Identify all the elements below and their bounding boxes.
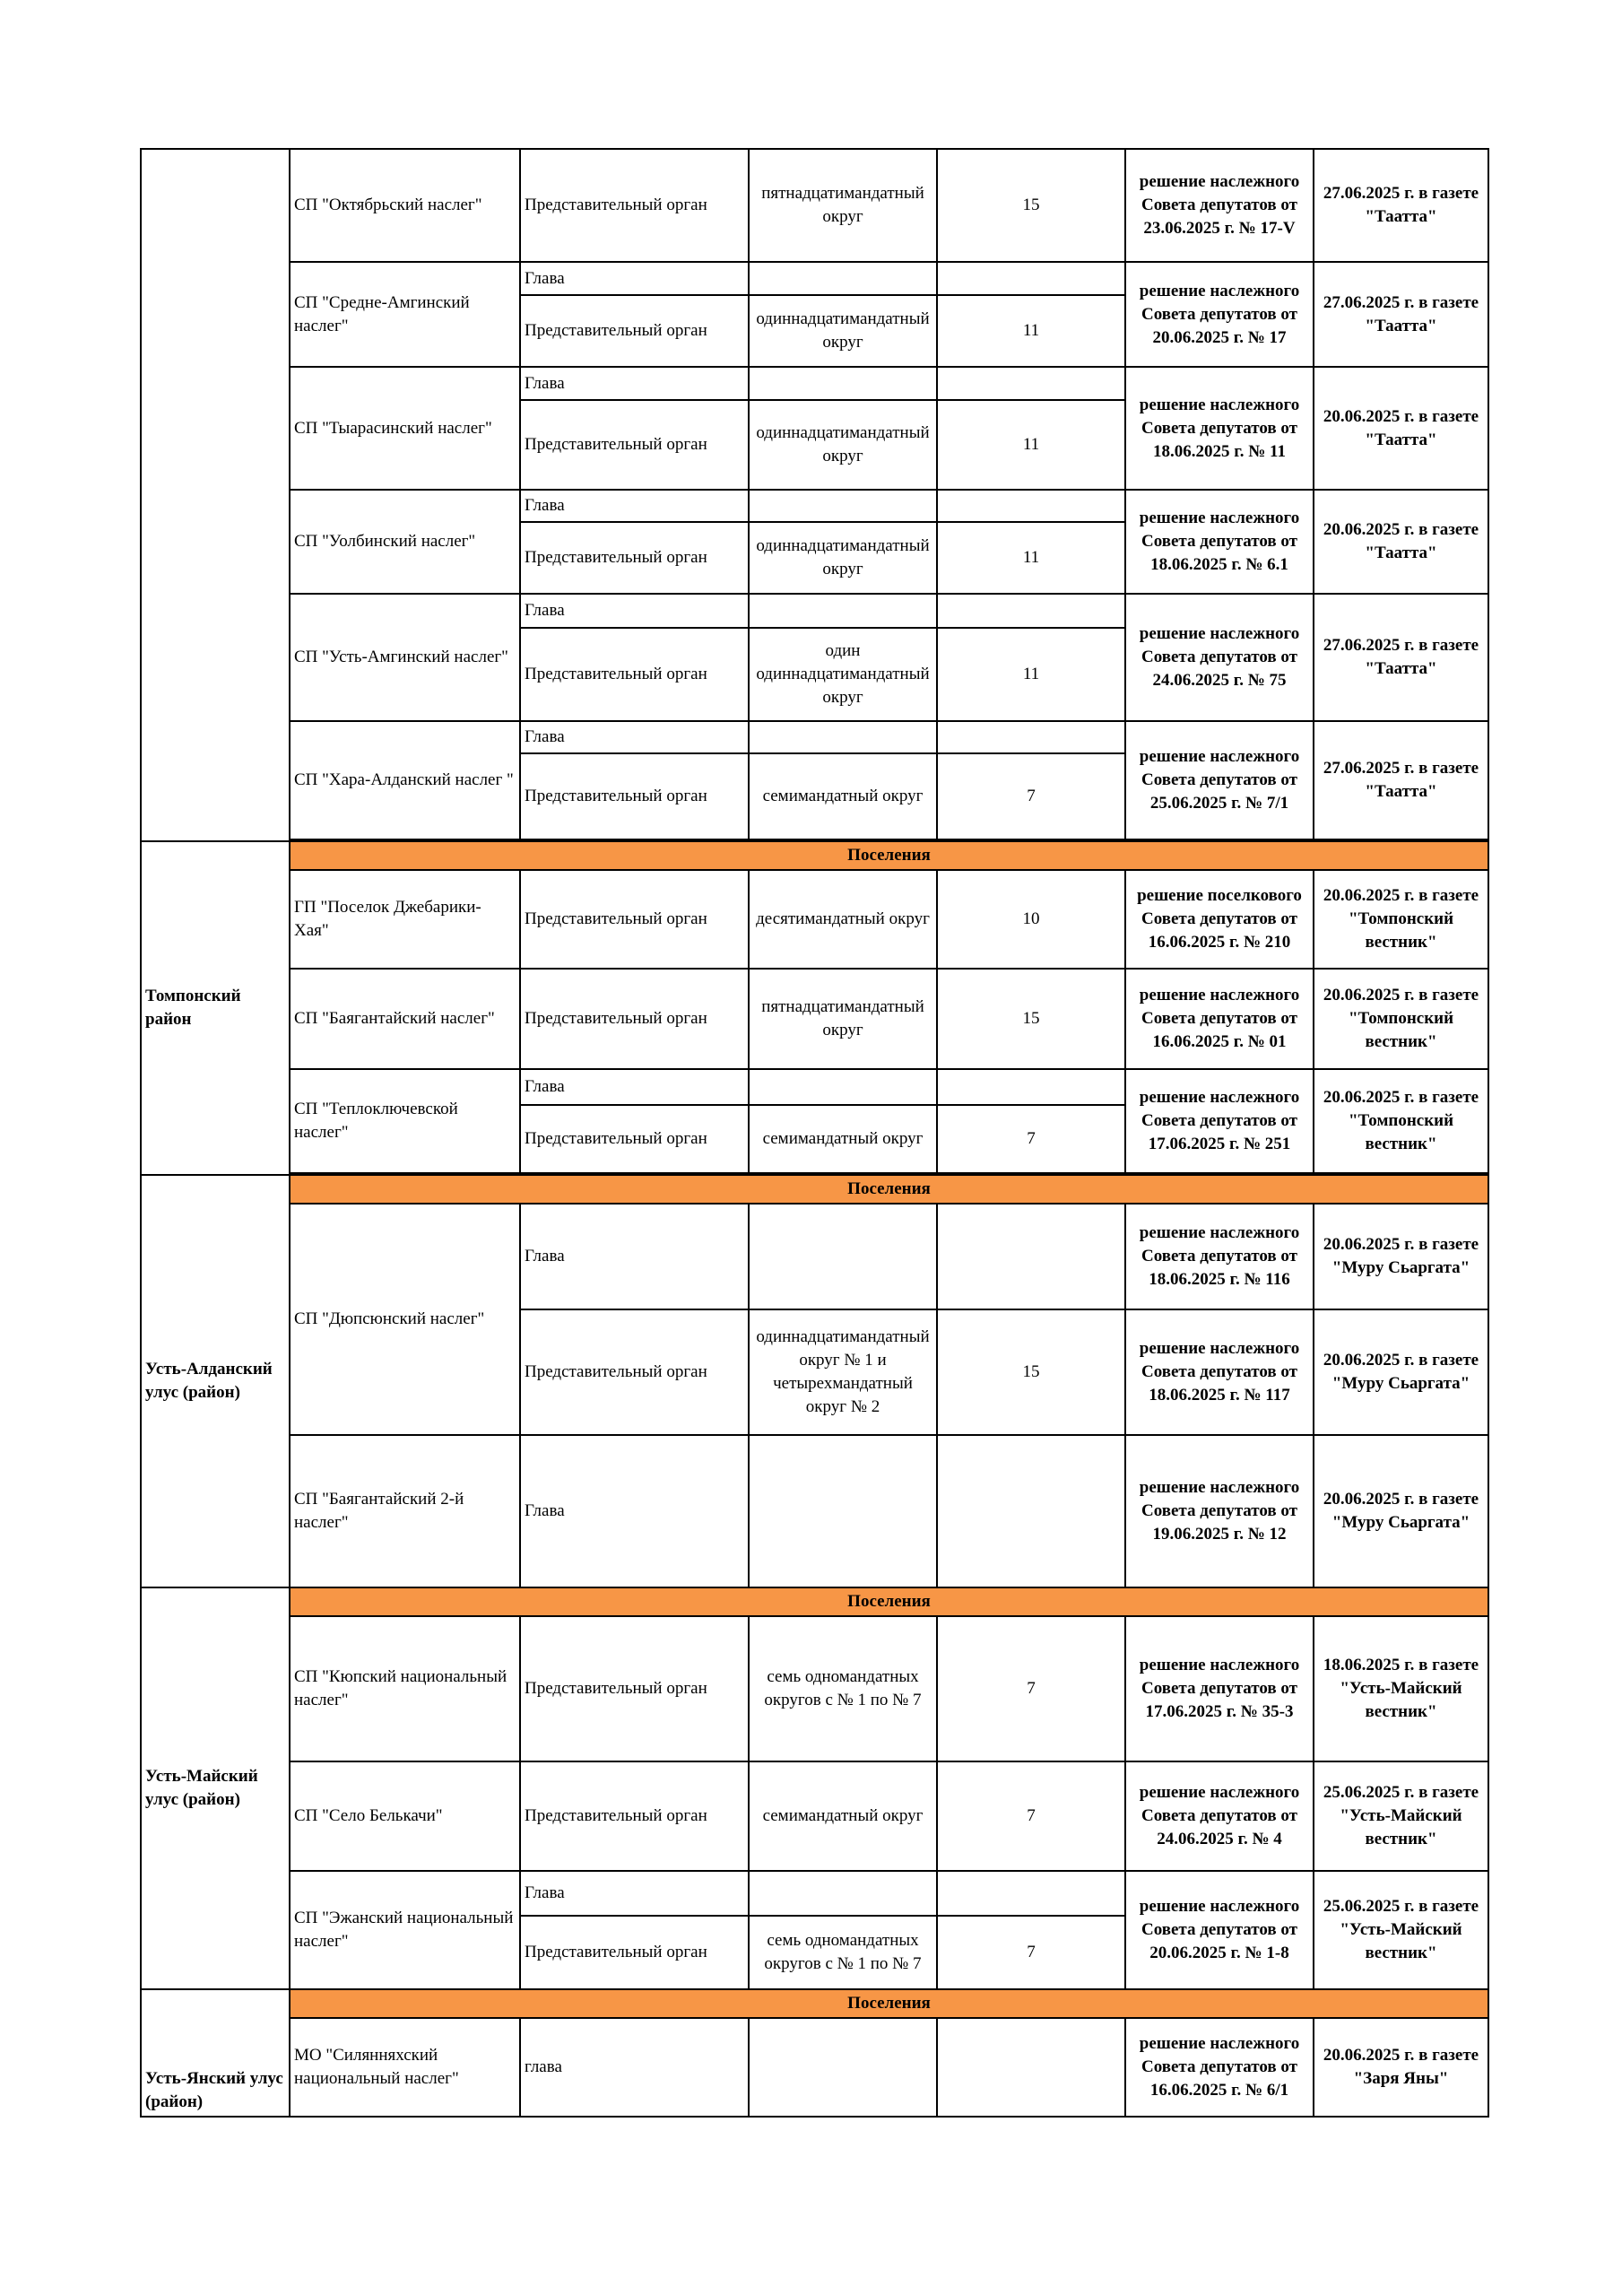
table-row [141, 2018, 1488, 2117]
table-row [141, 1871, 1488, 1916]
mandate-count: 11 [937, 628, 1125, 721]
table-row [141, 969, 1488, 1069]
body-type: Глава [520, 1204, 749, 1309]
table-row [141, 1616, 1488, 1761]
region-cell: Усть-Алданский улус (район) [141, 1175, 290, 1587]
district-type: один одиннадцатимандатный округ [749, 628, 937, 721]
decision-text: решение наслежного Совета депутатов от 20.06.2025 г. № 17 [1125, 262, 1314, 367]
table-row [141, 841, 1488, 870]
publication-text: 27.06.2025 г. в газете "Таатта" [1314, 721, 1488, 839]
publication-text: 27.06.2025 г. в газете "Таатта" [1314, 262, 1488, 367]
body-type: Представительный орган [520, 969, 749, 1069]
district-type: одиннадцатимандатный округ [749, 522, 937, 594]
table-row [141, 1989, 1488, 2018]
district-type: семимандатный округ [749, 1105, 937, 1173]
body-type: Представительный орган [520, 1309, 749, 1435]
table-row [141, 1761, 1488, 1871]
settlement-name: СП "Тыарасинский наслег" [290, 367, 520, 490]
settlement-name: СП "Баягантайский 2-й наслег" [290, 1435, 520, 1587]
district-type: пятнадцатимандатный округ [749, 149, 937, 262]
body-type: глава [520, 2018, 749, 2117]
decision-text: решение наслежного Совета депутатов от 24.06.2025 г. № 75 [1125, 594, 1314, 721]
settlement-name: СП "Теплоключевской наслег" [290, 1069, 520, 1173]
body-type: Представительный орган [520, 1616, 749, 1761]
settlement-name: СП "Эжанский национальный наслег" [290, 1871, 520, 1989]
settlement-name: СП "Уолбинский наслег" [290, 490, 520, 594]
section-header: Поселения [290, 1989, 1488, 2018]
body-type: Представительный орган [520, 400, 749, 490]
body-type: Представительный орган [520, 522, 749, 594]
table-row [141, 721, 1488, 753]
settlement-name: ГП "Поселок Джебарики-Хая" [290, 870, 520, 969]
region-cell: Усть-Янский улус (район) [141, 1989, 290, 2117]
table-row [141, 1435, 1488, 1587]
mandate-count: 7 [937, 1761, 1125, 1871]
mandate-count: 11 [937, 295, 1125, 367]
body-type: Представительный орган [520, 753, 749, 839]
settlement-name: СП "Кюпский национальный наслег" [290, 1616, 520, 1761]
mandate-count: 11 [937, 522, 1125, 594]
mandate-count: 15 [937, 969, 1125, 1069]
district-type: одиннадцатимандатный округ № 1 и четырехмандатный округ № 2 [749, 1309, 937, 1435]
mandate-count: 7 [937, 1105, 1125, 1173]
publication-text: 20.06.2025 г. в газете "Томпонский вестник" [1314, 969, 1488, 1069]
table-row [141, 1175, 1488, 1204]
table-row [141, 1587, 1488, 1616]
publication-text: 20.06.2025 г. в газете "Заря Яны" [1314, 2018, 1488, 2117]
publication-text: 20.06.2025 г. в газете "Таатта" [1314, 367, 1488, 490]
body-type: Представительный орган [520, 628, 749, 721]
publication-text: 25.06.2025 г. в газете "Усть-Майский вестник" [1314, 1761, 1488, 1871]
body-type: Представительный орган [520, 1105, 749, 1173]
settlement-name: СП "Средне-Амгинский наслег" [290, 262, 520, 367]
decision-text: решение наслежного Совета депутатов от 18.06.2025 г. № 116 [1125, 1204, 1314, 1309]
body-type: Глава [520, 721, 749, 753]
decision-text: решение наслежного Совета депутатов от 18.06.2025 г. № 11 [1125, 367, 1314, 490]
body-type: Представительный орган [520, 295, 749, 367]
settlement-name: МО "Силянняхский национальный наслег" [290, 2018, 520, 2117]
table-row [141, 1069, 1488, 1105]
district-type: десятимандатный округ [749, 870, 937, 969]
mandate-count: 10 [937, 870, 1125, 969]
district-type: семимандатный округ [749, 753, 937, 839]
section-header: Поселения [290, 1175, 1488, 1204]
decision-text: решение поселкового Совета депутатов от 16.06.2025 г. № 210 [1125, 870, 1314, 969]
publication-text: 27.06.2025 г. в газете "Таатта" [1314, 149, 1488, 262]
settlement-name: СП "Октябрьский наслег" [290, 149, 520, 262]
region-cell: Томпонский район [141, 841, 290, 1175]
settlement-name: СП "Баягантайский наслег" [290, 969, 520, 1069]
mandate-count: 15 [937, 1309, 1125, 1435]
publication-text: 27.06.2025 г. в газете "Таатта" [1314, 594, 1488, 721]
decision-text: решение наслежного Совета депутатов от 18.06.2025 г. № 117 [1125, 1309, 1314, 1435]
publication-text: 18.06.2025 г. в газете "Усть-Майский вестник" [1314, 1616, 1488, 1761]
publication-text: 20.06.2025 г. в газете "Томпонский вестник" [1314, 870, 1488, 969]
district-type: одиннадцатимандатный округ [749, 295, 937, 367]
body-type: Глава [520, 1069, 749, 1105]
body-type: Глава [520, 262, 749, 295]
body-type: Представительный орган [520, 1916, 749, 1989]
body-type: Представительный орган [520, 1761, 749, 1871]
mandate-count: 7 [937, 1916, 1125, 1989]
table-row [141, 870, 1488, 969]
decision-text: решение наслежного Совета депутатов от 16.06.2025 г. № 6/1 [1125, 2018, 1314, 2117]
table-row [141, 262, 1488, 295]
table-row [141, 594, 1488, 628]
publication-text: 20.06.2025 г. в газете "Муру Сьаргата" [1314, 1435, 1488, 1587]
settlement-name: СП "Дюпсюнский наслег" [290, 1204, 520, 1435]
table-row [141, 149, 1488, 262]
region-cell [141, 149, 290, 841]
decision-text: решение наслежного Совета депутатов от 20.06.2025 г. № 1-8 [1125, 1871, 1314, 1989]
table-row [141, 1204, 1488, 1309]
district-type: пятнадцатимандатный округ [749, 969, 937, 1069]
decision-text: решение наслежного Совета депутатов от 17.06.2025 г. № 251 [1125, 1069, 1314, 1173]
publication-text: 20.06.2025 г. в газете "Муру Сьаргата" [1314, 1309, 1488, 1435]
district-type: семь одномандатных округов с № 1 по № 7 [749, 1616, 937, 1761]
settlement-name: СП "Усть-Амгинский наслег" [290, 594, 520, 721]
body-type: Глава [520, 1871, 749, 1916]
body-type: Глава [520, 490, 749, 522]
mandate-count: 7 [937, 753, 1125, 839]
mandate-count: 11 [937, 400, 1125, 490]
mandate-count: 7 [937, 1616, 1125, 1761]
settlement-name: СП "Хара-Алданский наслег " [290, 721, 520, 839]
district-type: семь одномандатных округов с № 1 по № 7 [749, 1916, 937, 1989]
mandate-count: 15 [937, 149, 1125, 262]
decision-text: решение наслежного Совета депутатов от 17.06.2025 г. № 35-3 [1125, 1616, 1314, 1761]
district-type: одиннадцатимандатный округ [749, 400, 937, 490]
publication-text: 20.06.2025 г. в газете "Муру Сьаргата" [1314, 1204, 1488, 1309]
body-type: Глава [520, 367, 749, 400]
section-header: Поселения [290, 841, 1488, 870]
settlement-name: СП "Село Белькачи" [290, 1761, 520, 1871]
decision-text: решение наслежного Совета депутатов от 19.06.2025 г. № 12 [1125, 1435, 1314, 1587]
table-row [141, 490, 1488, 522]
publication-text: 25.06.2025 г. в газете "Усть-Майский вестник" [1314, 1871, 1488, 1989]
publication-text: 20.06.2025 г. в газете "Томпонский вестник" [1314, 1069, 1488, 1173]
publication-text: 20.06.2025 г. в газете "Таатта" [1314, 490, 1488, 594]
decision-text: решение наслежного Совета депутатов от 25.06.2025 г. № 7/1 [1125, 721, 1314, 839]
body-type: Представительный орган [520, 870, 749, 969]
decision-text: решение наслежного Совета депутатов от 24.06.2025 г. № 4 [1125, 1761, 1314, 1871]
decision-text: решение наслежного Совета депутатов от 16.06.2025 г. № 01 [1125, 969, 1314, 1069]
decision-text: решение наслежного Совета депутатов от 23.06.2025 г. № 17-V [1125, 149, 1314, 262]
body-type: Глава [520, 1435, 749, 1587]
section-header: Поселения [290, 1587, 1488, 1616]
table-row [141, 367, 1488, 400]
region-cell: Усть-Майский улус (район) [141, 1587, 290, 1989]
body-type: Глава [520, 594, 749, 628]
decision-text: решение наслежного Совета депутатов от 18.06.2025 г. № 6.1 [1125, 490, 1314, 594]
body-type: Представительный орган [520, 149, 749, 262]
district-type: семимандатный округ [749, 1761, 937, 1871]
elections-table [140, 148, 1489, 2118]
